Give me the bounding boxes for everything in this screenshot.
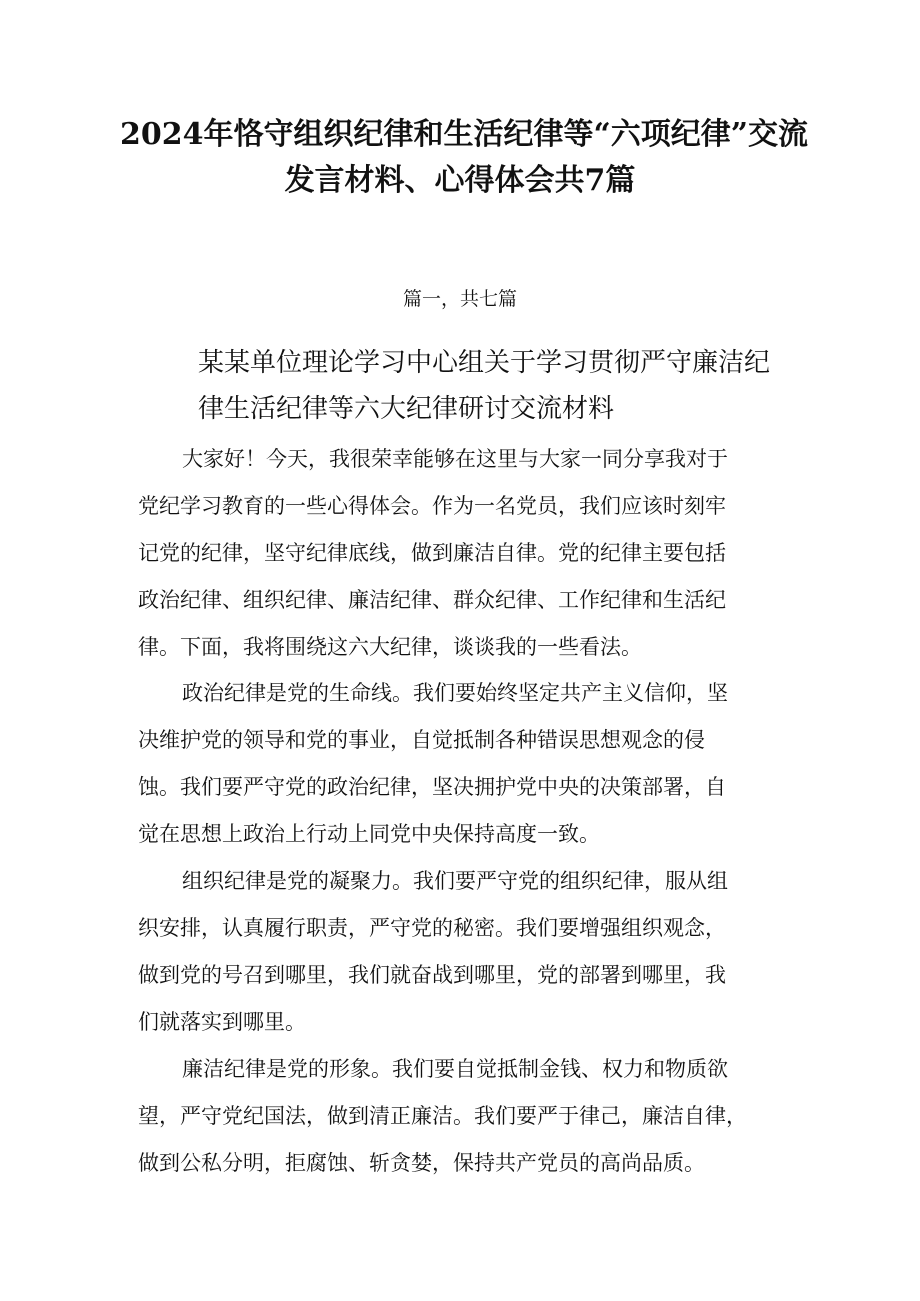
paragraph-line: 做到党的号召到哪里，我们就奋战到哪里，党的部署到哪里，我 [138, 963, 726, 987]
paragraph [138, 670, 798, 858]
paragraph-line: 蚀。我们要严守党的政治纪律，坚决拥护党中央的决策部署，自 [138, 775, 726, 799]
paragraph-line: 律。下面，我将围绕这六大纪律，谈谈我的一些看法。 [138, 635, 642, 659]
paragraph-line: 党纪学习教育的一些心得体会。作为一名党员，我们应该时刻牢 [138, 494, 726, 518]
document-title-line: 2024年恪守组织纪律和生活纪律等“六项纪律”交流 [120, 117, 809, 152]
paragraph-line: 大家好！今天，我很荣幸能够在这里与大家一同分享我对于 [182, 447, 728, 471]
document-title-line: 发言材料、心得体会共7篇 [284, 163, 636, 198]
paragraph-line: 政治纪律是党的生命线。我们要始终坚定共产主义信仰，坚 [182, 681, 728, 705]
section-title-line: 某某单位理论学习中心组关于学习贯彻严守廉洁纪 [198, 348, 771, 378]
paragraph-line: 政治纪律、组织纪律、廉洁纪律、群众纪律、工作纪律和生活纪 [138, 588, 726, 612]
paragraph-line: 廉洁纪律是党的形象。我们要自觉抵制金钱、权力和物质欲 [182, 1057, 728, 1081]
paragraph-line: 做到公私分明，拒腐蚀、斩贪婪，保持共产党员的高尚品质。 [138, 1151, 705, 1175]
section-title-line: 律生活纪律等六大纪律研讨交流材料 [198, 394, 615, 424]
paragraph-line: 望，严守党纪国法，做到清正廉洁。我们要严于律己，廉洁自律， [138, 1104, 747, 1128]
section-label: 篇一，共七篇 [402, 288, 517, 310]
paragraph [138, 858, 798, 1046]
paragraph-line: 觉在思想上政治上行动上同党中央保持高度一致。 [138, 822, 600, 846]
paragraph-line: 们就落实到哪里。 [138, 1010, 306, 1034]
paragraph-line: 织安排，认真履行职责，严守党的秘密。我们要增强组织观念， [138, 916, 726, 940]
paragraph [138, 436, 798, 671]
paragraph [138, 1046, 798, 1187]
paragraph-line: 记党的纪律，坚守纪律底线，做到廉洁自律。党的纪律主要包括 [138, 541, 726, 565]
paragraph-line: 组织纪律是党的凝聚力。我们要严守党的组织纪律，服从组 [182, 869, 728, 893]
section-title [198, 340, 798, 432]
paragraph-line: 决维护党的领导和党的事业，自觉抵制各种错误思想观念的侵 [138, 728, 705, 752]
document-title [120, 112, 809, 204]
